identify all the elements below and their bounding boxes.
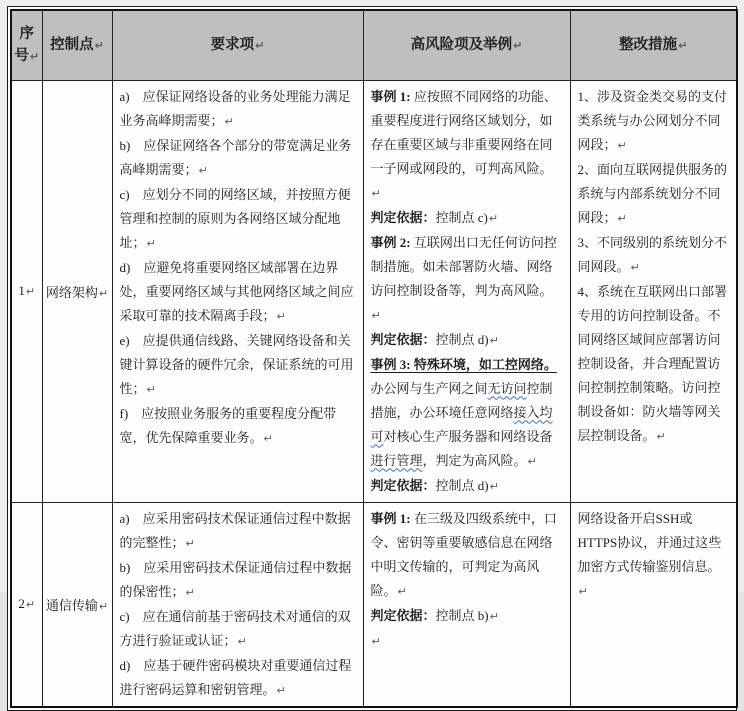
text-run: f) 应按照业务服务的重要程度分配带宽，优先保障重要业务。 bbox=[119, 405, 337, 445]
risk-examples-cell bbox=[363, 80, 570, 502]
paragraph-mark-icon: ↵ bbox=[224, 114, 234, 128]
text-run: 事例 3: 特殊环境，如工控网络。 bbox=[370, 356, 557, 372]
remediation-cell bbox=[570, 502, 737, 707]
risk-examples-cell bbox=[363, 502, 570, 707]
control-point-cell-value: 网络架构 bbox=[45, 284, 98, 300]
paragraph bbox=[371, 507, 563, 604]
text-run: 4、系统在互联网出口部署专用的访问控制设备。不同网络区域间应部署访问控制设备，并合理配置访问控制控制策略。访问控制设备如：防火墙等网关层控制设备。 bbox=[577, 283, 728, 443]
text-run: c) 应划分不同的网络区域，并按照方便管理和控制的原则为各网络区域分配地址； bbox=[119, 186, 351, 250]
paragraph bbox=[120, 256, 356, 329]
paragraph-mark-icon: ↵ bbox=[488, 211, 499, 225]
text-run: 2、面向互联网提供服务的系统与内部系统划分不同网段； bbox=[577, 161, 728, 225]
paragraph-mark-icon: ↵ bbox=[513, 38, 523, 52]
paragraph bbox=[578, 280, 730, 449]
paragraph bbox=[120, 183, 356, 256]
paragraph-mark-icon: ↵ bbox=[617, 138, 627, 152]
text-run: 判定依据： bbox=[370, 607, 436, 623]
text-run: 控制措施，办公环境任意网络 bbox=[370, 380, 553, 420]
remediation-cell bbox=[570, 80, 737, 502]
header-label: 高风险项及举例 bbox=[410, 36, 513, 53]
paragraph-mark-icon: ↵ bbox=[25, 285, 36, 298]
text-run: b) 应采用密码技术保证通信过程中数据的保密性； bbox=[119, 559, 352, 599]
text-run: 应按照不同网络的功能、重要程度进行网络区域划分，如存在重要区域与非重要网络在同一子网或网段的，可判高风险。 bbox=[370, 88, 557, 176]
header-seq-no bbox=[11, 10, 42, 80]
text-run: d) 应避免将重要网络区域部署在边界处，重要网络区域与其他网络区域之间应采取可靠的技术隔离手段； bbox=[119, 259, 354, 323]
header-label: 要求项 bbox=[210, 36, 255, 53]
text-run: 事例 1: bbox=[370, 510, 411, 526]
text-run: 接入均可 bbox=[370, 404, 553, 444]
paragraph-mark-icon: ↵ bbox=[678, 38, 688, 52]
paragraph-mark-icon: ↵ bbox=[276, 683, 286, 697]
paragraph bbox=[578, 85, 730, 158]
paragraph-mark-icon: ↵ bbox=[630, 260, 640, 274]
text-run: 事例 2: bbox=[370, 234, 411, 250]
paragraph-mark-icon: ↵ bbox=[185, 536, 195, 550]
text-run: a) 应保证网络设备的业务处理能力满足业务高峰期需要； bbox=[119, 88, 351, 128]
text-run: 事例 1: bbox=[370, 88, 411, 104]
text-run: 控制点 d) bbox=[435, 477, 489, 493]
requirements-cell bbox=[112, 502, 363, 707]
paragraph bbox=[371, 474, 563, 499]
text-run: 互联网出口无任何访问控制措施。如未部署防火墙、网络访问控制设备等，判为高风险。 bbox=[370, 234, 557, 298]
text-run: 在三级及四级系统中，口令、密钥等重要敏感信息在网络中明文传输的，可判定为高风险。 bbox=[370, 510, 557, 598]
text-run: 判定依据： bbox=[370, 209, 436, 225]
table-frame bbox=[7, 6, 737, 711]
text-run: 3、不同级别的系统划分不同网段。 bbox=[577, 234, 728, 274]
text-run: 办公网与生产网之间 bbox=[370, 380, 488, 396]
paragraph-mark-icon: ↵ bbox=[146, 236, 156, 250]
paragraph-mark-icon: ↵ bbox=[29, 49, 40, 63]
text-run: 进行管理 bbox=[370, 452, 423, 468]
paragraph-mark-icon: ↵ bbox=[276, 309, 286, 323]
paragraph-mark-icon: ↵ bbox=[397, 584, 407, 598]
paragraph bbox=[120, 134, 356, 183]
paragraph bbox=[120, 507, 356, 556]
row-number-cell-value: 1 bbox=[18, 283, 25, 298]
paragraph-mark-icon: ↵ bbox=[25, 598, 36, 611]
paragraph bbox=[371, 85, 563, 206]
compliance-table bbox=[10, 9, 738, 708]
text-run: 网络设备开启SSH或HTTPS协议，并通过这些加密方式传输鉴别信息。 bbox=[577, 510, 722, 574]
paragraph-mark-icon: ↵ bbox=[371, 308, 381, 322]
header-remediation bbox=[570, 10, 737, 80]
paragraph-mark-icon: ↵ bbox=[98, 286, 109, 300]
paragraph-mark-icon: ↵ bbox=[146, 382, 156, 396]
text-run: 控制点 c) bbox=[435, 209, 488, 225]
paragraph-mark-icon: ↵ bbox=[489, 609, 499, 623]
paragraph-mark-icon: ↵ bbox=[656, 429, 666, 443]
row-number-cell bbox=[11, 80, 42, 502]
paragraph-mark-icon: ↵ bbox=[237, 634, 247, 648]
text-run: 控制点 b) bbox=[435, 607, 489, 623]
text-run: c) 应在通信前基于密码技术对通信的双方进行验证或认证； bbox=[119, 608, 351, 648]
header-label: 控制点 bbox=[50, 36, 94, 53]
paragraph bbox=[371, 328, 563, 353]
paragraph-mark-icon: ↵ bbox=[185, 585, 195, 599]
text-run: a) 应采用密码技术保证通信过程中数据的完整性； bbox=[119, 510, 351, 550]
text-run: 判定依据： bbox=[370, 477, 436, 493]
text-run: 控制点 d) bbox=[435, 331, 489, 347]
header-row bbox=[11, 10, 737, 80]
paragraph-mark-icon: ↵ bbox=[489, 479, 499, 493]
paragraph bbox=[120, 329, 356, 402]
text-run: b) 应保证网络各个部分的带宽满足业务高峰期需要； bbox=[119, 137, 352, 177]
paragraph-mark-icon: ↵ bbox=[617, 211, 627, 225]
row-number-cell-value: 2 bbox=[18, 596, 25, 611]
text-run: 1、涉及资金类交易的支付类系统与办公网划分不同网段； bbox=[577, 88, 728, 152]
paragraph-mark-icon: ↵ bbox=[263, 431, 273, 445]
paragraph bbox=[120, 85, 356, 134]
text-run: 对核心生产服务器和网络设备 bbox=[383, 428, 553, 444]
paragraph-mark-icon: ↵ bbox=[527, 454, 537, 468]
paragraph-mark-icon: ↵ bbox=[255, 38, 265, 52]
paragraph bbox=[578, 231, 730, 280]
text-run: ，判定为高风险。 bbox=[422, 452, 527, 468]
paragraph bbox=[371, 353, 563, 474]
text-run: 无访问 bbox=[487, 380, 527, 396]
paragraph bbox=[371, 604, 563, 629]
paragraph bbox=[120, 654, 356, 703]
text-run: e) 应提供通信线路、关键网络设备和关键计算设备的硬件冗余，保证系统的可用性； bbox=[119, 332, 354, 396]
control-point-cell-value: 通信传输 bbox=[45, 597, 98, 613]
requirements-cell bbox=[112, 80, 363, 502]
paragraph bbox=[371, 206, 563, 231]
paragraph-mark-icon: ↵ bbox=[371, 634, 381, 648]
paragraph-mark-icon: ↵ bbox=[578, 584, 588, 598]
header-label: 序号 bbox=[14, 25, 34, 64]
paragraph-mark-icon: ↵ bbox=[371, 186, 381, 200]
header-control-point bbox=[42, 10, 112, 80]
table-row bbox=[11, 502, 737, 707]
control-point-cell bbox=[42, 502, 112, 707]
paragraph-mark-icon: ↵ bbox=[94, 38, 104, 52]
paragraph bbox=[578, 158, 730, 231]
paragraph bbox=[120, 605, 356, 654]
paragraph bbox=[371, 629, 563, 654]
paragraph bbox=[120, 402, 356, 451]
header-label: 整改措施 bbox=[619, 36, 678, 53]
paragraph-mark-icon: ↵ bbox=[489, 333, 499, 347]
paragraph-mark-icon: ↵ bbox=[198, 163, 208, 177]
paragraph-mark-icon: ↵ bbox=[98, 599, 109, 613]
paragraph bbox=[578, 507, 730, 604]
text-run: d) 应基于硬件密码模块对重要通信过程进行密码运算和密钥管理。 bbox=[119, 657, 352, 697]
row-number-cell bbox=[11, 502, 42, 707]
header-risk-examples bbox=[363, 10, 570, 80]
table-body bbox=[11, 80, 737, 707]
control-point-cell bbox=[42, 80, 112, 502]
paragraph bbox=[120, 556, 356, 605]
table-row bbox=[11, 80, 737, 502]
text-run: 判定依据： bbox=[370, 331, 436, 347]
header-requirements bbox=[112, 10, 363, 80]
paragraph bbox=[371, 231, 563, 328]
